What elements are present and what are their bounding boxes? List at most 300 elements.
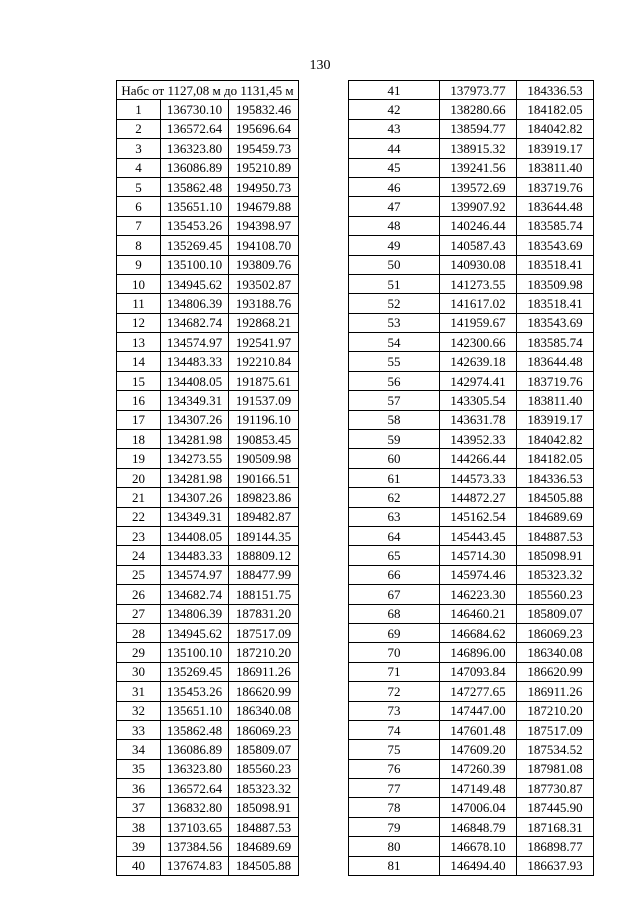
- point-number-cell: 77: [349, 779, 440, 798]
- x-coordinate-cell: 146848.79: [440, 817, 517, 836]
- table-row: [349, 817, 594, 836]
- y-coordinate-cell: 183509.98: [517, 274, 594, 293]
- y-coordinate-cell: 183585.74: [517, 216, 594, 235]
- table-row: [349, 274, 594, 293]
- point-number-cell: 57: [349, 391, 440, 410]
- y-coordinate-cell: 186637.93: [517, 856, 594, 875]
- y-coordinate-cell: 187210.20: [229, 643, 299, 662]
- table-row: [117, 255, 299, 274]
- y-coordinate-cell: 186340.08: [517, 643, 594, 662]
- y-coordinate-cell: 185323.32: [229, 779, 299, 798]
- y-coordinate-cell: 183543.69: [517, 236, 594, 255]
- point-number-cell: 40: [117, 856, 161, 875]
- y-coordinate-cell: 185809.07: [229, 740, 299, 759]
- y-coordinate-cell: 185323.32: [517, 565, 594, 584]
- table-row: [117, 294, 299, 313]
- y-coordinate-cell: 187981.08: [517, 759, 594, 778]
- x-coordinate-cell: 147149.48: [440, 779, 517, 798]
- x-coordinate-cell: 147093.84: [440, 662, 517, 681]
- x-coordinate-cell: 134281.98: [161, 430, 229, 449]
- table-row: [349, 701, 594, 720]
- point-number-cell: 28: [117, 623, 161, 642]
- y-coordinate-cell: 191537.09: [229, 391, 299, 410]
- x-coordinate-cell: 134682.74: [161, 585, 229, 604]
- table-row: [349, 410, 594, 429]
- table-row: [117, 817, 299, 836]
- point-number-cell: 71: [349, 662, 440, 681]
- x-coordinate-cell: 135862.48: [161, 720, 229, 739]
- table-row: [117, 352, 299, 371]
- y-coordinate-cell: 194950.73: [229, 177, 299, 196]
- point-number-cell: 78: [349, 798, 440, 817]
- table-header: Набс от 1127,08 м до 1131,45 м: [117, 81, 299, 100]
- y-coordinate-cell: 189144.35: [229, 526, 299, 545]
- point-number-cell: 15: [117, 371, 161, 390]
- point-number-cell: 65: [349, 546, 440, 565]
- point-number-cell: 42: [349, 100, 440, 119]
- point-number-cell: 67: [349, 585, 440, 604]
- table-row: [117, 507, 299, 526]
- coordinates-table-left: [116, 80, 299, 876]
- table-row: [117, 701, 299, 720]
- x-coordinate-cell: 135651.10: [161, 197, 229, 216]
- x-coordinate-cell: 142300.66: [440, 333, 517, 352]
- y-coordinate-cell: 190166.51: [229, 468, 299, 487]
- y-coordinate-cell: 190853.45: [229, 430, 299, 449]
- table-row: [349, 430, 594, 449]
- y-coordinate-cell: 189482.87: [229, 507, 299, 526]
- x-coordinate-cell: 138915.32: [440, 139, 517, 158]
- point-number-cell: 62: [349, 488, 440, 507]
- table-row: [117, 119, 299, 138]
- y-coordinate-cell: 185560.23: [229, 759, 299, 778]
- x-coordinate-cell: 134349.31: [161, 507, 229, 526]
- y-coordinate-cell: 184336.53: [517, 81, 594, 100]
- table-row: [117, 779, 299, 798]
- x-coordinate-cell: 138594.77: [440, 119, 517, 138]
- point-number-cell: 38: [117, 817, 161, 836]
- x-coordinate-cell: 139572.69: [440, 177, 517, 196]
- table-row: [117, 798, 299, 817]
- y-coordinate-cell: 191196.10: [229, 410, 299, 429]
- x-coordinate-cell: 137674.83: [161, 856, 229, 875]
- x-coordinate-cell: 147260.39: [440, 759, 517, 778]
- y-coordinate-cell: 184182.05: [517, 100, 594, 119]
- x-coordinate-cell: 145162.54: [440, 507, 517, 526]
- table-row: [117, 197, 299, 216]
- y-coordinate-cell: 188151.75: [229, 585, 299, 604]
- y-coordinate-cell: 187534.52: [517, 740, 594, 759]
- x-coordinate-cell: 147609.20: [440, 740, 517, 759]
- x-coordinate-cell: 140587.43: [440, 236, 517, 255]
- table-row: [349, 158, 594, 177]
- table-row: [349, 391, 594, 410]
- point-number-cell: 18: [117, 430, 161, 449]
- point-number-cell: 34: [117, 740, 161, 759]
- point-number-cell: 58: [349, 410, 440, 429]
- x-coordinate-cell: 134349.31: [161, 391, 229, 410]
- x-coordinate-cell: 135453.26: [161, 216, 229, 235]
- table-row: [117, 759, 299, 778]
- point-number-cell: 54: [349, 333, 440, 352]
- table-row: [349, 371, 594, 390]
- table-row: [117, 604, 299, 623]
- point-number-cell: 29: [117, 643, 161, 662]
- point-number-cell: 80: [349, 837, 440, 856]
- point-number-cell: 33: [117, 720, 161, 739]
- y-coordinate-cell: 186069.23: [517, 623, 594, 642]
- point-number-cell: 61: [349, 468, 440, 487]
- point-number-cell: 35: [117, 759, 161, 778]
- table-row: [117, 391, 299, 410]
- x-coordinate-cell: 138280.66: [440, 100, 517, 119]
- table-row: [349, 177, 594, 196]
- x-coordinate-cell: 135100.10: [161, 255, 229, 274]
- x-coordinate-cell: 146223.30: [440, 585, 517, 604]
- x-coordinate-cell: 134273.55: [161, 449, 229, 468]
- page-number: 130: [309, 58, 331, 73]
- x-coordinate-cell: 143305.54: [440, 391, 517, 410]
- x-coordinate-cell: 134408.05: [161, 371, 229, 390]
- x-coordinate-cell: 141617.02: [440, 294, 517, 313]
- x-coordinate-cell: 136730.10: [161, 100, 229, 119]
- table-row: [117, 565, 299, 584]
- y-coordinate-cell: 187831.20: [229, 604, 299, 623]
- x-coordinate-cell: 140246.44: [440, 216, 517, 235]
- table-row: [349, 313, 594, 332]
- point-number-cell: 30: [117, 662, 161, 681]
- y-coordinate-cell: 190509.98: [229, 449, 299, 468]
- y-coordinate-cell: 183919.17: [517, 139, 594, 158]
- point-number-cell: 17: [117, 410, 161, 429]
- y-coordinate-cell: 183811.40: [517, 158, 594, 177]
- table-row: [349, 294, 594, 313]
- table-row: [349, 546, 594, 565]
- x-coordinate-cell: 141273.55: [440, 274, 517, 293]
- point-number-cell: 81: [349, 856, 440, 875]
- table-row: [117, 216, 299, 235]
- table-row: [117, 371, 299, 390]
- y-coordinate-cell: 183518.41: [517, 294, 594, 313]
- table-row: [349, 236, 594, 255]
- x-coordinate-cell: 137103.65: [161, 817, 229, 836]
- y-coordinate-cell: 186340.08: [229, 701, 299, 720]
- y-coordinate-cell: 184042.82: [517, 430, 594, 449]
- x-coordinate-cell: 145443.45: [440, 526, 517, 545]
- x-coordinate-cell: 136572.64: [161, 779, 229, 798]
- point-number-cell: 11: [117, 294, 161, 313]
- x-coordinate-cell: 140930.08: [440, 255, 517, 274]
- x-coordinate-cell: 134307.26: [161, 410, 229, 429]
- y-coordinate-cell: 187517.09: [229, 623, 299, 642]
- y-coordinate-cell: 183719.76: [517, 371, 594, 390]
- x-coordinate-cell: 135100.10: [161, 643, 229, 662]
- y-coordinate-cell: 183919.17: [517, 410, 594, 429]
- y-coordinate-cell: 183719.76: [517, 177, 594, 196]
- x-coordinate-cell: 135453.26: [161, 682, 229, 701]
- point-number-cell: 50: [349, 255, 440, 274]
- y-coordinate-cell: 185098.91: [229, 798, 299, 817]
- y-coordinate-cell: 187517.09: [517, 720, 594, 739]
- point-number-cell: 75: [349, 740, 440, 759]
- table-row: [349, 119, 594, 138]
- table-row: [117, 546, 299, 565]
- point-number-cell: 59: [349, 430, 440, 449]
- point-number-cell: 70: [349, 643, 440, 662]
- table-row: [117, 236, 299, 255]
- table-row: [349, 837, 594, 856]
- point-number-cell: 53: [349, 313, 440, 332]
- x-coordinate-cell: 136832.80: [161, 798, 229, 817]
- point-number-cell: 44: [349, 139, 440, 158]
- point-number-cell: 73: [349, 701, 440, 720]
- table-row: [349, 468, 594, 487]
- point-number-cell: 20: [117, 468, 161, 487]
- x-coordinate-cell: 144266.44: [440, 449, 517, 468]
- x-coordinate-cell: 142639.18: [440, 352, 517, 371]
- point-number-cell: 31: [117, 682, 161, 701]
- table-row: [117, 449, 299, 468]
- point-number-cell: 37: [117, 798, 161, 817]
- point-number-cell: 56: [349, 371, 440, 390]
- point-number-cell: 8: [117, 236, 161, 255]
- table-row: [349, 779, 594, 798]
- x-coordinate-cell: 137384.56: [161, 837, 229, 856]
- table-row: [349, 352, 594, 371]
- table-row: [349, 333, 594, 352]
- table-row: [117, 720, 299, 739]
- y-coordinate-cell: 187730.87: [517, 779, 594, 798]
- point-number-cell: 64: [349, 526, 440, 545]
- point-number-cell: 55: [349, 352, 440, 371]
- table-row: [117, 585, 299, 604]
- point-number-cell: 60: [349, 449, 440, 468]
- y-coordinate-cell: 183518.41: [517, 255, 594, 274]
- x-coordinate-cell: 135269.45: [161, 236, 229, 255]
- point-number-cell: 27: [117, 604, 161, 623]
- y-coordinate-cell: 194679.88: [229, 197, 299, 216]
- point-number-cell: 66: [349, 565, 440, 584]
- point-number-cell: 6: [117, 197, 161, 216]
- x-coordinate-cell: 136086.89: [161, 158, 229, 177]
- point-number-cell: 3: [117, 139, 161, 158]
- point-number-cell: 76: [349, 759, 440, 778]
- x-coordinate-cell: 136323.80: [161, 759, 229, 778]
- table-row: [349, 100, 594, 119]
- x-coordinate-cell: 134945.62: [161, 623, 229, 642]
- y-coordinate-cell: 193502.87: [229, 274, 299, 293]
- y-coordinate-cell: 192868.21: [229, 313, 299, 332]
- table-row: [349, 643, 594, 662]
- y-coordinate-cell: 194108.70: [229, 236, 299, 255]
- x-coordinate-cell: 135651.10: [161, 701, 229, 720]
- x-coordinate-cell: 134574.97: [161, 565, 229, 584]
- x-coordinate-cell: 136572.64: [161, 119, 229, 138]
- y-coordinate-cell: 187168.31: [517, 817, 594, 836]
- y-coordinate-cell: 193188.76: [229, 294, 299, 313]
- point-number-cell: 39: [117, 837, 161, 856]
- y-coordinate-cell: 195459.73: [229, 139, 299, 158]
- table-row: [117, 139, 299, 158]
- x-coordinate-cell: 134408.05: [161, 526, 229, 545]
- point-number-cell: 51: [349, 274, 440, 293]
- point-number-cell: 49: [349, 236, 440, 255]
- point-number-cell: 22: [117, 507, 161, 526]
- point-number-cell: 16: [117, 391, 161, 410]
- y-coordinate-cell: 189823.86: [229, 488, 299, 507]
- table-row: [117, 837, 299, 856]
- y-coordinate-cell: 184689.69: [517, 507, 594, 526]
- y-coordinate-cell: 184887.53: [517, 526, 594, 545]
- table-row: [349, 720, 594, 739]
- point-number-cell: 63: [349, 507, 440, 526]
- y-coordinate-cell: 183811.40: [517, 391, 594, 410]
- x-coordinate-cell: 146494.40: [440, 856, 517, 875]
- point-number-cell: 12: [117, 313, 161, 332]
- table-row: [349, 623, 594, 642]
- x-coordinate-cell: 137973.77: [440, 81, 517, 100]
- table-row: [349, 856, 594, 875]
- y-coordinate-cell: 184505.88: [517, 488, 594, 507]
- point-number-cell: 79: [349, 817, 440, 836]
- y-coordinate-cell: 186069.23: [229, 720, 299, 739]
- table-row: [117, 313, 299, 332]
- x-coordinate-cell: 134281.98: [161, 468, 229, 487]
- y-coordinate-cell: 183644.48: [517, 352, 594, 371]
- table-row: [117, 430, 299, 449]
- x-coordinate-cell: 146684.62: [440, 623, 517, 642]
- y-coordinate-cell: 184042.82: [517, 119, 594, 138]
- y-coordinate-cell: 184505.88: [229, 856, 299, 875]
- point-number-cell: 26: [117, 585, 161, 604]
- x-coordinate-cell: 139241.56: [440, 158, 517, 177]
- y-coordinate-cell: 188809.12: [229, 546, 299, 565]
- point-number-cell: 48: [349, 216, 440, 235]
- x-coordinate-cell: 147006.04: [440, 798, 517, 817]
- point-number-cell: 74: [349, 720, 440, 739]
- point-number-cell: 32: [117, 701, 161, 720]
- table-row: [349, 139, 594, 158]
- table-row: [349, 585, 594, 604]
- x-coordinate-cell: 134806.39: [161, 294, 229, 313]
- point-number-cell: 13: [117, 333, 161, 352]
- x-coordinate-cell: 144573.33: [440, 468, 517, 487]
- x-coordinate-cell: 139907.92: [440, 197, 517, 216]
- x-coordinate-cell: 143631.78: [440, 410, 517, 429]
- y-coordinate-cell: 186911.26: [517, 682, 594, 701]
- y-coordinate-cell: 188477.99: [229, 565, 299, 584]
- point-number-cell: 4: [117, 158, 161, 177]
- y-coordinate-cell: 184182.05: [517, 449, 594, 468]
- x-coordinate-cell: 136323.80: [161, 139, 229, 158]
- table-row: [117, 643, 299, 662]
- table-row: [117, 333, 299, 352]
- point-number-cell: 5: [117, 177, 161, 196]
- table-row: [349, 488, 594, 507]
- table-row: [117, 740, 299, 759]
- table-row: [349, 759, 594, 778]
- x-coordinate-cell: 146460.21: [440, 604, 517, 623]
- y-coordinate-cell: 194398.97: [229, 216, 299, 235]
- table-row: [117, 682, 299, 701]
- point-number-cell: 45: [349, 158, 440, 177]
- table-row: [349, 507, 594, 526]
- table-row: [117, 274, 299, 293]
- x-coordinate-cell: 145974.46: [440, 565, 517, 584]
- table-row: [349, 682, 594, 701]
- y-coordinate-cell: 193809.76: [229, 255, 299, 274]
- table-row: [117, 856, 299, 875]
- x-coordinate-cell: 134483.33: [161, 546, 229, 565]
- point-number-cell: 10: [117, 274, 161, 293]
- table-row: [349, 798, 594, 817]
- x-coordinate-cell: 147601.48: [440, 720, 517, 739]
- table-row: [117, 468, 299, 487]
- x-coordinate-cell: 134574.97: [161, 333, 229, 352]
- point-number-cell: 19: [117, 449, 161, 468]
- y-coordinate-cell: 187210.20: [517, 701, 594, 720]
- table-header-row: [117, 81, 299, 100]
- x-coordinate-cell: 134945.62: [161, 274, 229, 293]
- x-coordinate-cell: 146678.10: [440, 837, 517, 856]
- table-row: [349, 740, 594, 759]
- point-number-cell: 9: [117, 255, 161, 274]
- table-row: [117, 158, 299, 177]
- point-number-cell: 43: [349, 119, 440, 138]
- table-row: [349, 565, 594, 584]
- point-number-cell: 25: [117, 565, 161, 584]
- table-row: [349, 662, 594, 681]
- point-number-cell: 41: [349, 81, 440, 100]
- x-coordinate-cell: 147447.00: [440, 701, 517, 720]
- point-number-cell: 68: [349, 604, 440, 623]
- point-number-cell: 1: [117, 100, 161, 119]
- x-coordinate-cell: 147277.65: [440, 682, 517, 701]
- point-number-cell: 47: [349, 197, 440, 216]
- x-coordinate-cell: 144872.27: [440, 488, 517, 507]
- coordinates-table-right: [348, 80, 594, 876]
- y-coordinate-cell: 183543.69: [517, 313, 594, 332]
- x-coordinate-cell: 146896.00: [440, 643, 517, 662]
- table-row: [117, 623, 299, 642]
- x-coordinate-cell: 141959.67: [440, 313, 517, 332]
- x-coordinate-cell: 134682.74: [161, 313, 229, 332]
- y-coordinate-cell: 185809.07: [517, 604, 594, 623]
- y-coordinate-cell: 195210.89: [229, 158, 299, 177]
- table-row: [349, 81, 594, 100]
- y-coordinate-cell: 186911.26: [229, 662, 299, 681]
- x-coordinate-cell: 135269.45: [161, 662, 229, 681]
- y-coordinate-cell: 186898.77: [517, 837, 594, 856]
- point-number-cell: 2: [117, 119, 161, 138]
- point-number-cell: 7: [117, 216, 161, 235]
- x-coordinate-cell: 143952.33: [440, 430, 517, 449]
- y-coordinate-cell: 185560.23: [517, 585, 594, 604]
- table-row: [117, 488, 299, 507]
- x-coordinate-cell: 135862.48: [161, 177, 229, 196]
- table-row: [349, 255, 594, 274]
- point-number-cell: 36: [117, 779, 161, 798]
- point-number-cell: 52: [349, 294, 440, 313]
- table-row: [349, 216, 594, 235]
- point-number-cell: 21: [117, 488, 161, 507]
- y-coordinate-cell: 184887.53: [229, 817, 299, 836]
- point-number-cell: 23: [117, 526, 161, 545]
- x-coordinate-cell: 134307.26: [161, 488, 229, 507]
- x-coordinate-cell: 142974.41: [440, 371, 517, 390]
- table-row: [117, 410, 299, 429]
- y-coordinate-cell: 195696.64: [229, 119, 299, 138]
